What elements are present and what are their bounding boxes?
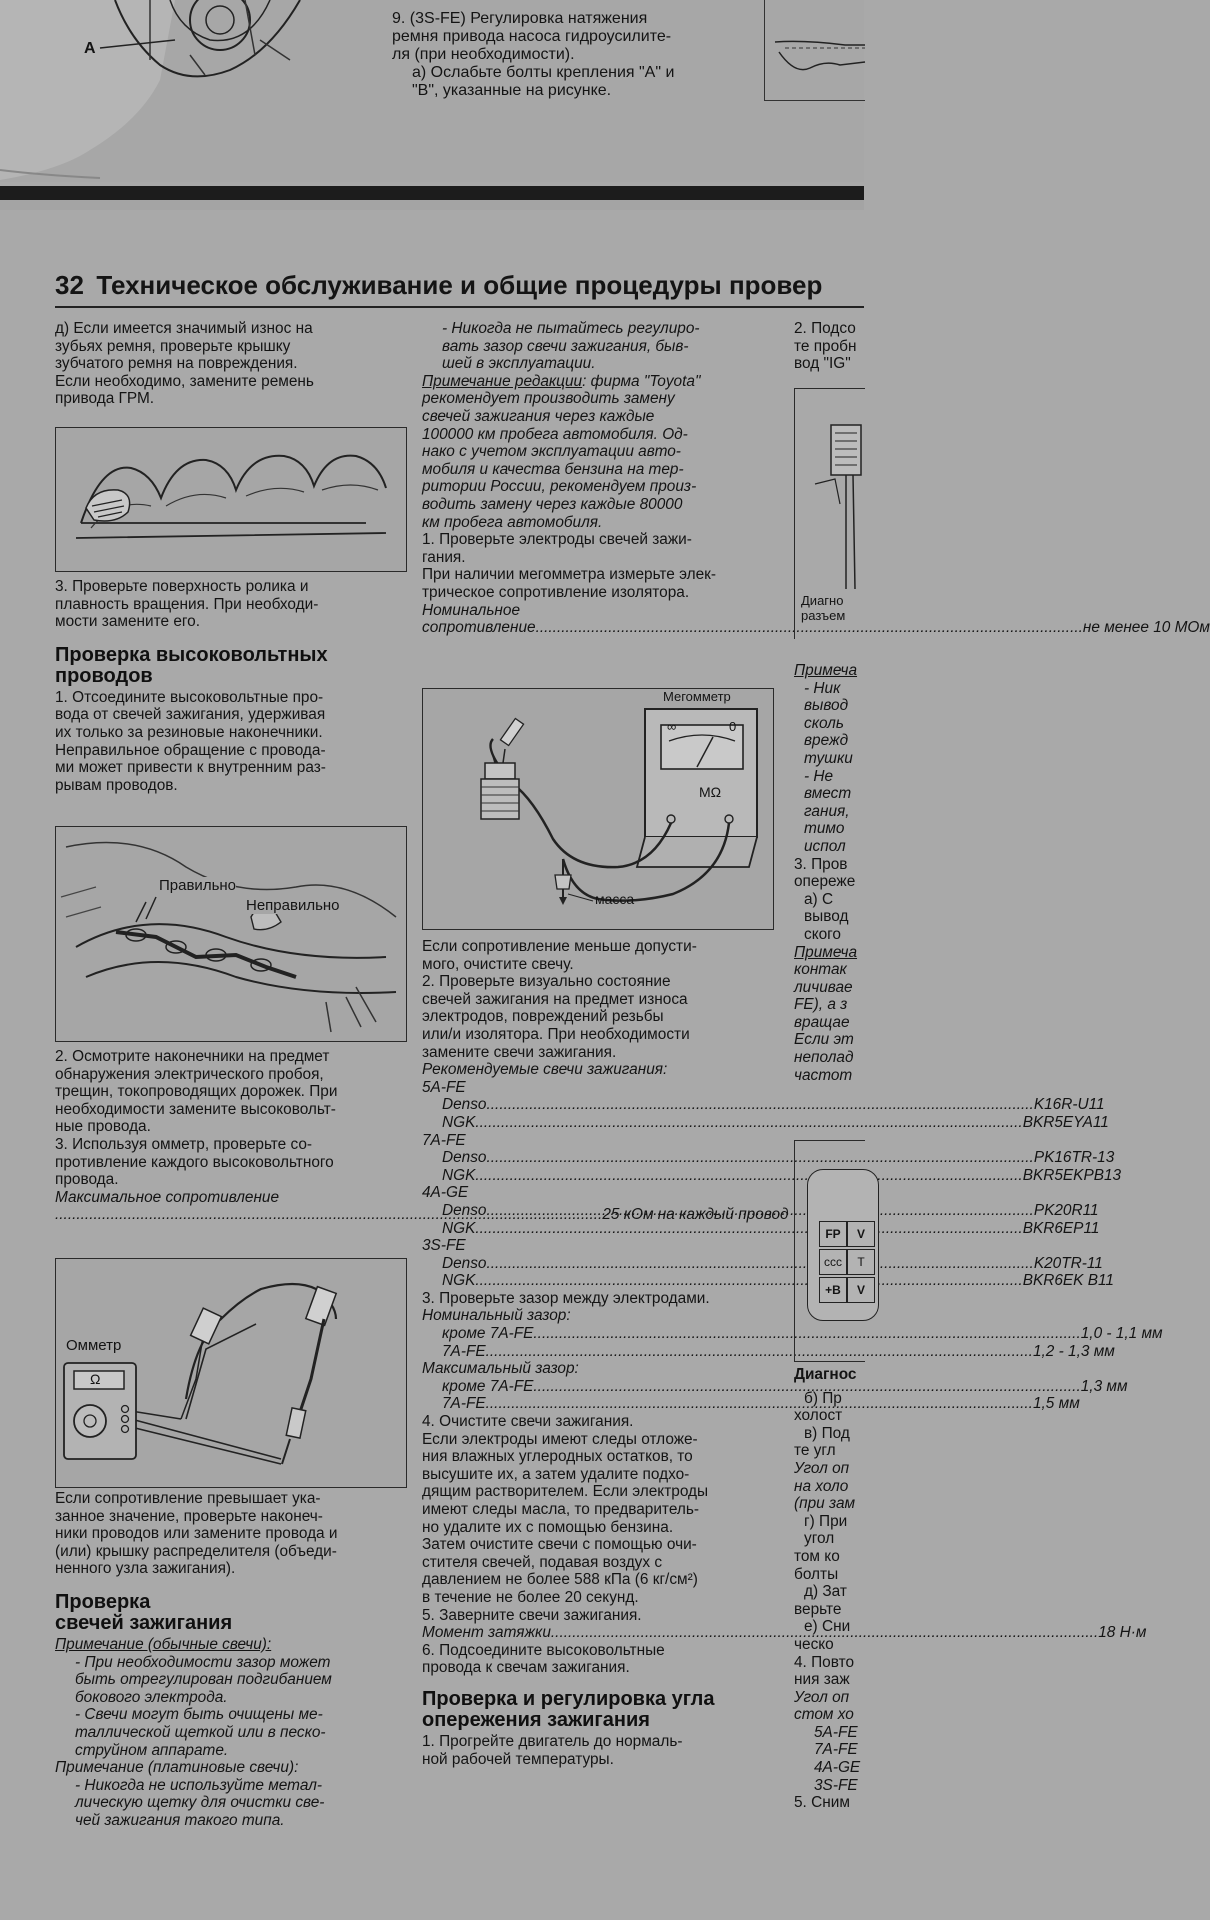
text-line: врежд [804,732,849,750]
text-line: - Никогда не используйте метал- [75,1776,323,1794]
text-line: 2. Подсо [794,320,856,337]
text-line: - Не [804,767,834,785]
text-line: Угол оп [794,1459,850,1477]
text-line: мости замените его. [55,613,200,631]
text-line: е) Сни [804,1618,851,1636]
brand: NGK [442,1272,476,1290]
text-line: рывам проводов. [55,776,178,794]
text-line: 5. Заверните свечи зажигания. [422,1606,642,1624]
step6-paragraph [422,1642,774,1677]
part-number: BKR5EKPB13 [1022,1166,1122,1184]
text-line: - При необходимости зазор может [75,1653,331,1671]
leader-dots [487,1202,1034,1220]
brand: Denso [442,1149,487,1167]
text-line: нако с учетом эксплуатации авто- [422,443,681,461]
text-line: Если эт [794,1031,854,1049]
heading-line: опережения зажигания [422,1708,650,1731]
text-line: тушки [804,749,853,767]
gap-value: 1,3 мм [1080,1377,1128,1395]
text-line: рекомендует производить замену [422,390,675,408]
terminal-cell: FP [819,1221,847,1247]
text-line: чей зажигания такого типа. [75,1811,285,1829]
text-line: свечей зажигания через каждые [422,407,655,425]
text-line: занное значение, проверьте наконеч- [55,1507,323,1525]
text-line: Угол оп [794,1688,850,1706]
text-line: высушите их, а затем удалите подхо- [422,1465,690,1483]
top-page-fragment [0,0,864,182]
text-line: разъем [801,608,846,623]
text-line: д) Если имеется значимый износ на [55,320,313,337]
text-line: гания. [422,548,466,566]
note-normal-items [55,1654,407,1760]
text-line: обнаружения электрического пробоя, [55,1065,324,1083]
label-correct: Правильно [159,877,237,894]
terminal-cell: +B [819,1277,847,1303]
gap-value: 1,2 - 1,3 мм [1032,1342,1115,1360]
text-line: Если необходимо, замените ремень [55,372,314,390]
text-line: Примеча [794,943,858,961]
text-line: свечей зажигания на предмет износа [422,990,688,1008]
text-line: ненного узла зажигания). [55,1560,236,1578]
text-line: вращае [794,1013,850,1031]
right-column-3 [794,1366,864,1812]
text-line: их только за резиновые наконечники. [55,723,323,741]
part-number: BKR6EK B11 [1022,1272,1114,1290]
text-line: Примеча [794,662,858,679]
text-line: 100000 км пробега автомобиля. Од- [422,425,688,443]
text-line: г) При [804,1512,848,1530]
text-line: 1. Отсоедините высоковольтные про- [55,688,324,706]
text-line: вывод [804,908,849,926]
step1-paragraph [422,531,774,601]
text-line: вывод [804,697,849,715]
right-column [794,320,864,373]
text-line: лическую щетку для очистки све- [75,1794,325,1812]
text-line: таллической щеткой или в песко- [75,1723,326,1741]
text-line: 1. Проверьте электроды свечей зажи- [422,531,692,549]
text-line: тимо [804,820,845,838]
text-line: 3. Проверьте поверхность ролика и [55,578,309,595]
connector-terminals-figure [794,1140,865,1362]
step3-paragraph [55,578,407,631]
belt-teeth-illustration [56,428,406,571]
brand: NGK [442,1113,476,1131]
note-normal-label: Примечание (обычные свечи): [55,1635,272,1653]
text-line: Если сопротивление превышает ука- [55,1490,321,1507]
text-line: 3. Используя омметр, проверьте со- [55,1135,313,1153]
text-line: частот [794,1066,853,1084]
text-line: трическое сопротивление изолятора. [422,583,690,601]
heading-wire-check [55,645,407,687]
step9-text [392,10,746,64]
never-adjust-note [422,320,774,373]
text-line: 4. Повто [794,1653,855,1671]
max-resistance-value: 25 кОм на каждый провод [602,1206,789,1224]
leader-dots [486,1343,1033,1361]
gap-value: 1,5 мм [1032,1395,1080,1413]
step9-block [392,10,746,100]
page-number: 32 [55,270,84,300]
text-line: д) Зат [804,1583,847,1601]
nominal-resistance-spec [422,619,1210,637]
text-line: 4. Очистите свечи зажигания. [422,1413,634,1431]
page-gap [0,200,864,210]
text-line: км пробега автомобиля. [422,513,603,531]
text-line: ные провода. [55,1118,151,1136]
ground-label: масса [595,891,635,907]
nominal-label: Номинальное [422,601,521,619]
text-line: (при зам [794,1495,856,1513]
top-right-figure [764,0,865,101]
page-header [55,270,864,308]
step3-gap-text: 3. Проверьте зазор между электродами. [422,1289,710,1307]
recommended-plugs-label: Рекомендуемые свечи зажигания: [422,1061,668,1079]
text-line: том ко [794,1547,840,1565]
ohmmeter-figure [55,1258,407,1488]
brand: NGK [442,1219,476,1237]
note-platinum-items [55,1777,407,1830]
text-line: плавность вращения. При необходи- [55,595,319,613]
after-ohm-paragraph [55,1490,407,1578]
note-platinum-label: Примечание (платиновые свечи): [55,1759,299,1777]
part-number: PK16TR-13 [1033,1149,1115,1167]
text-line: опереже [794,873,856,891]
belt-detail-illustration [765,0,865,100]
text-line: Диагнос [794,1366,857,1383]
heading-line: Проверка [55,1590,151,1613]
left-column-4 [55,1490,407,1830]
text-line: водить замену через каждые 80000 [422,495,683,513]
plug-row [422,1166,1122,1185]
leader-dots [475,1272,1022,1290]
megohm-unit: МΩ [699,784,722,800]
leader-dots [475,1220,1022,1238]
right-italic-block-2 [794,961,864,1084]
text-line: "В", указанные на рисунке. [412,82,612,99]
text-line: трещин, токопроводящих дорожек. При [55,1083,338,1101]
text-line: Если сопротивление меньше допусти- [422,938,697,955]
text-line: привода ГРМ. [55,390,155,408]
text-line: - Ник [804,679,841,697]
text-line: провода. [55,1171,119,1189]
wire-handling-illustration [56,827,406,1041]
wires2-paragraph [55,1048,407,1189]
engine-illustration [0,0,380,182]
engine-name: 7A-FE [422,1131,466,1149]
ohmmeter-illustration [56,1259,406,1487]
engine-name: 4A-GE [422,1184,469,1202]
max-gap-label: Максимальный зазор: [422,1360,579,1378]
spec-key: сопротивление [422,619,536,637]
spec-value: не менее 10 МОм [1082,619,1210,637]
megohmmeter-figure [422,688,774,930]
gap-key: кроме 7A-FE [442,1377,534,1395]
text-line: а) С [804,890,834,908]
gap-key: кроме 7A-FE [442,1325,534,1343]
terminal-cell: ccc [819,1249,847,1275]
text-line: вод "IG" [794,355,851,373]
text-line: быть отрегулирован подгибанием [75,1671,332,1689]
text-line: замените свечи зажигания. [422,1043,617,1061]
text-line: (или) крышку распределителя (объеди- [55,1542,337,1560]
text-line: 4A-GE [814,1759,861,1777]
text-line: или/и изолятора. При необходимости [422,1025,690,1043]
left-column [55,320,407,408]
heading-line: Проверка высоковольтных [55,643,328,666]
text-line: личивае [794,978,853,996]
editor-note-first-line [422,373,774,391]
text-line: те угл [794,1442,836,1460]
text-line: вода от свечей зажигания, удерживая [55,706,326,724]
editor-note-label: Примечание редакции [422,372,583,390]
wire-handling-figure [55,826,407,1042]
text-line: противление каждого высоковольтного [55,1153,334,1171]
text-line: холост [794,1407,843,1425]
leader-dots [486,1395,1033,1413]
plug-row [422,1149,1115,1167]
text-line: 5. Сним [794,1794,850,1812]
text-line: а) Ослабьте болты крепления "А" и [412,64,675,81]
text-line: те пробн [794,337,857,355]
text-line: 5A-FE [814,1723,858,1741]
gap-row [422,1377,1128,1396]
text-line: мого, очистите свечу. [422,955,574,973]
belt-teeth-figure [55,427,407,572]
text-line: провода к свечам зажигания. [422,1659,630,1677]
text-line: имеют следы масла, то предваритель- [422,1501,699,1518]
heading-timing [422,1689,774,1731]
terminal-cell: V [847,1221,875,1247]
spec-value: 18 Н·м [1098,1624,1147,1642]
text-line: 9. (3S-FE) Регулировка натяжения [392,10,648,27]
diag-caption [801,593,845,623]
text-line: - Никогда не пытайтесь регулиро- [442,320,700,337]
text-line: зубчатого ремня на повреждения. [55,355,298,373]
right-italic-block [794,680,864,856]
text-line: ческо [794,1635,834,1653]
wires1-paragraph [55,689,407,795]
part-number: BKR5EYA11 [1022,1113,1109,1131]
leader-dots [475,1114,1022,1132]
text-line: необходимости замените высоковольт- [55,1100,336,1118]
plug-row [422,1201,1099,1220]
text-line: ля (при необходимости). [392,46,575,63]
text-line: стом хо [794,1706,854,1724]
text-line: Если электроды имеют следы отложе- [422,1430,698,1448]
text-line: 6. Подсоедините высоковольтные [422,1641,665,1659]
leader-dots [475,1167,1022,1185]
ohmmeter-label: Омметр [66,1337,122,1354]
text-line: ной рабочей температуры. [422,1750,614,1768]
engine-name: 3S-FE [422,1237,466,1255]
editor-note-text: : фирма "Toyota" [582,372,701,390]
leader-dots [487,1096,1034,1114]
editor-note [422,373,774,531]
text-line: 2. Осмотрите наконечники на предмет [55,1048,330,1065]
text-line: 1. Прогрейте двигатель до нормаль- [422,1732,683,1750]
gap-key: 7A-FE [442,1342,486,1360]
text-line: сколь [804,714,844,732]
terminal-cell: V [847,1277,875,1303]
text-line: в) Под [804,1424,850,1442]
gap-value: 1,0 - 1,1 мм [1080,1325,1163,1343]
left-column-2 [55,578,407,794]
text-line: на холо [794,1477,849,1495]
text-line: 7A-FE [814,1741,858,1759]
engine-name: 5A-FE [422,1078,466,1096]
text-line: ния влажных углеродных остатков, то [422,1448,693,1466]
text-line: 3. Пров [794,855,848,873]
part-number: K16R-U11 [1033,1096,1105,1114]
text-line: испол [804,837,846,855]
text-line: угол [804,1530,835,1548]
scale-zero: 0 [729,719,737,734]
heading-line: свечей зажигания [55,1611,233,1634]
text-line: стителя свечей, подавая воздух с [422,1553,663,1571]
text-line: ремня привода насоса гидроусилите- [392,28,672,45]
intro-paragraph [55,320,407,408]
plug-row [422,1113,1109,1132]
figure-label-a: A [84,40,96,57]
text-line: ритории России, рекомендуем произ- [422,478,697,496]
text-line: Диагно [801,593,844,608]
text-line: FE), а з [794,996,848,1014]
plug-row [422,1272,1114,1290]
text-line: При наличии мегомметра измерьте элек- [422,566,717,584]
gap-key: 7A-FE [442,1395,486,1413]
text-line: вмест [804,785,852,803]
text-line: Неправильное обращение с провода- [55,741,326,759]
after-megger-paragraph [422,938,774,1061]
brand: Denso [442,1254,487,1272]
gap-row [422,1342,1115,1361]
page-title: Техническое обслуживание и общие процедуры провер [96,270,823,300]
part-number: K20TR-11 [1033,1254,1103,1272]
nominal-gap-label: Номинальный зазор: [422,1307,571,1325]
heading-line: проводов [55,664,153,687]
text-line: давлением не более 588 кПа (6 кг/см²) [422,1571,698,1589]
label-incorrect: Неправильно [246,897,340,914]
brand: Denso [442,1201,487,1219]
text-line: но удалите их с помощью бензина. [422,1518,674,1536]
text-line: ния заж [794,1671,850,1689]
text-line: 3S-FE [814,1776,858,1794]
text-line: зубьях ремня, проверьте крышку [55,337,291,355]
text-line: ми может привести к внутренним раз- [55,759,326,777]
gap-row [422,1325,1163,1343]
plug-row [422,1096,1105,1114]
text-line: электродов, повреждений резьбы [422,1008,664,1026]
timing1-paragraph [422,1733,774,1768]
text-line: - Свечи могут быть очищены ме- [75,1706,323,1724]
text-line: гания, [804,802,850,820]
heading-spark-plug-check [55,1592,407,1634]
heading-line: Проверка и регулировка угла [422,1687,715,1710]
leader-dots [487,1149,1034,1167]
text-line: неполад [794,1049,854,1067]
ohm-symbol: Ω [90,1371,101,1387]
spec-key: Момент затяжки [422,1624,551,1642]
brand: NGK [442,1166,476,1184]
text-line: в течение не более 20 секунд. [422,1588,639,1606]
leader-dots [487,1255,1034,1273]
text-line: болты [794,1565,839,1583]
page-divider [0,186,864,200]
text-line: вать зазор свечи зажигания, быв- [442,337,689,355]
part-number: PK20R11 [1033,1201,1099,1219]
megohmmeter-label: Мегомметр [663,689,731,704]
scale-infinity: ∞ [667,719,677,734]
text-line: мобиля и качества бензина на тер- [422,460,684,478]
text-line: ского [804,925,841,943]
step4-paragraph [422,1413,774,1624]
part-number: BKR6EP11 [1022,1219,1100,1237]
text-line: Затем очистите свечи с помощью очи- [422,1536,697,1554]
text-line: б) Пр [804,1389,842,1407]
terminal-cell: T [847,1249,875,1275]
brand: Denso [442,1096,487,1114]
text-line: дящим растворителем. Если электроды [422,1483,709,1501]
text-line: верьте [794,1600,842,1618]
right-column-2 [794,662,864,1084]
text-line: струйном аппарате. [75,1741,229,1759]
text-line: 2. Проверьте визуально состояние [422,973,671,991]
text-line: контак [794,961,847,979]
text-line: шей в эксплуатации. [442,355,596,373]
diagnostic-connector-figure [794,388,865,639]
max-resistance-label: Максимальное сопротивление [55,1188,280,1206]
text-line: ники проводов или замените провода и [55,1525,338,1543]
text-line: бокового электрода. [75,1688,228,1706]
